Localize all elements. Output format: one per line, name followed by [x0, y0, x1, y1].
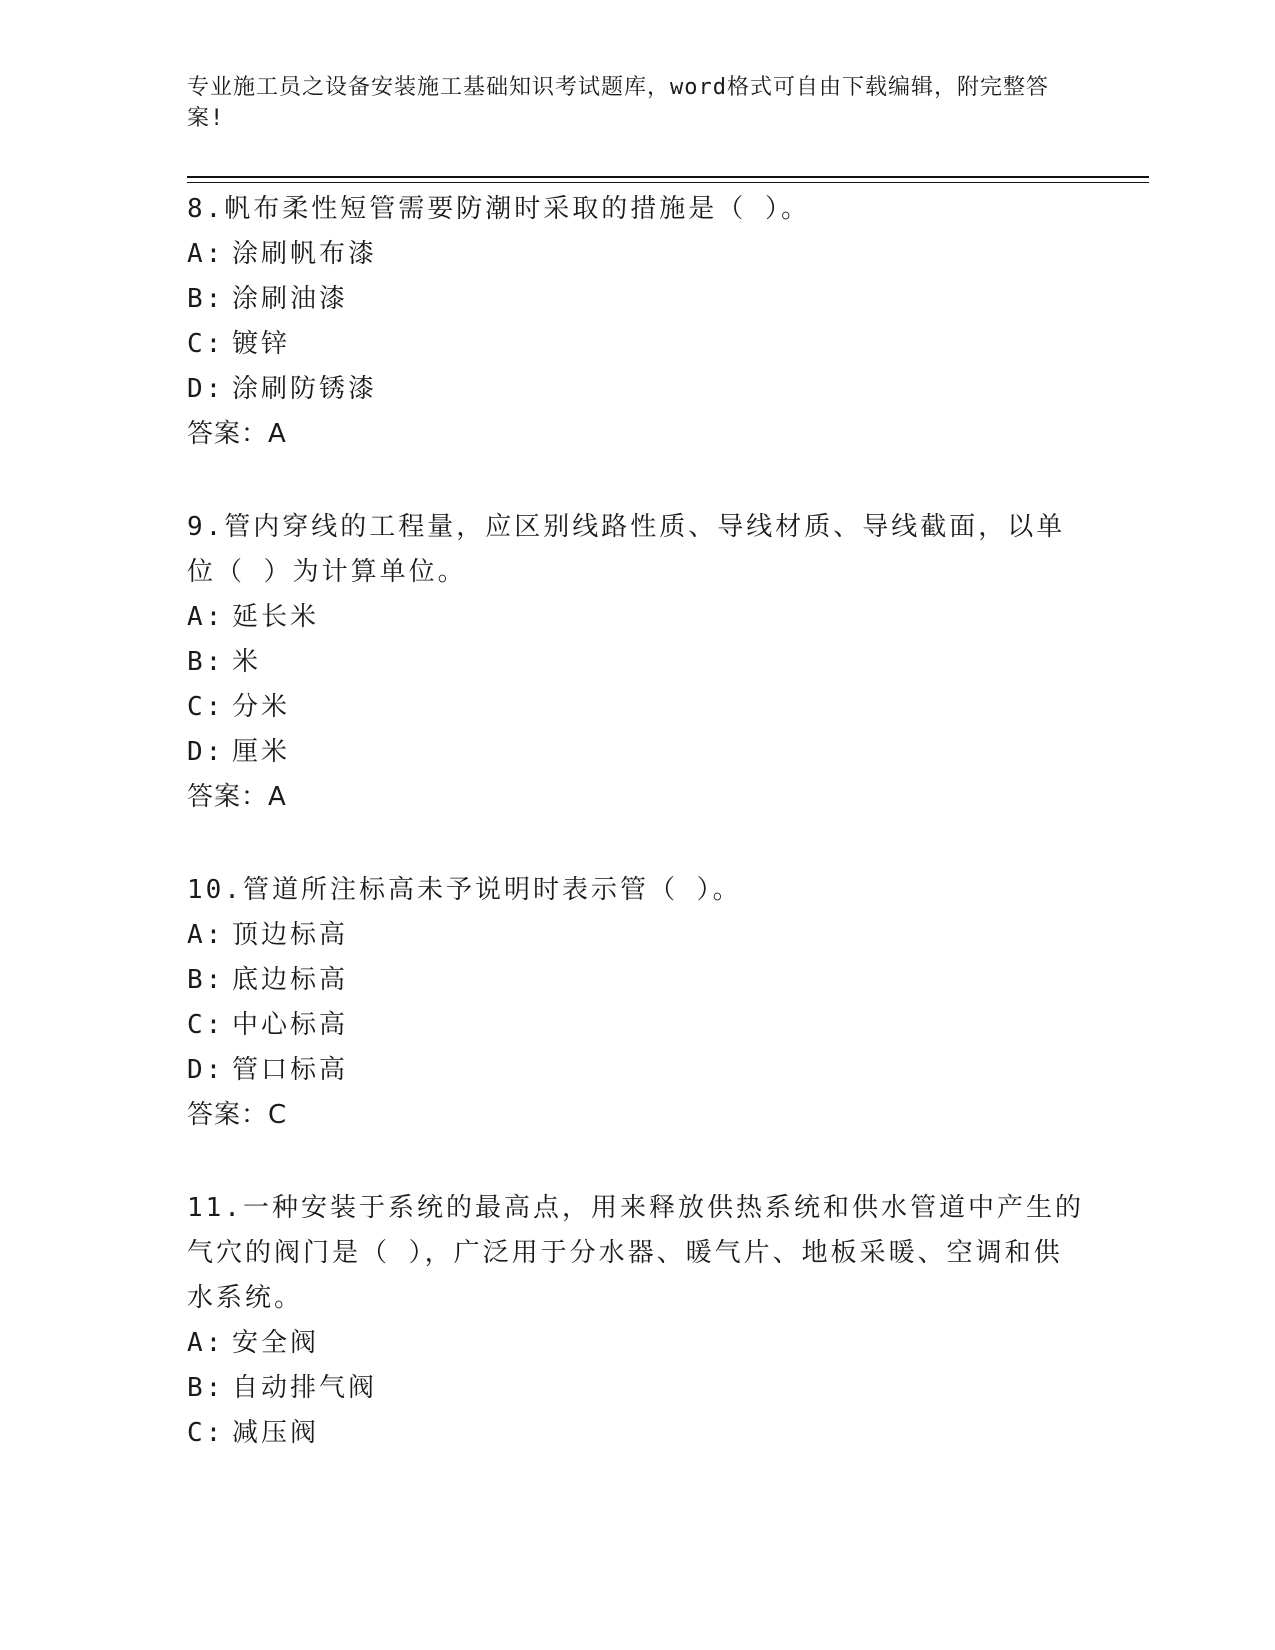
option-text: 安全阀	[232, 1328, 320, 1358]
question-11	[187, 1186, 1087, 1456]
option-b	[187, 277, 1087, 322]
question-10	[187, 868, 1087, 1138]
header-divider-thick	[187, 176, 1149, 178]
answer-label: 答案：	[187, 1100, 269, 1130]
option-text: 镀锌	[232, 329, 291, 359]
option-b	[187, 640, 1087, 685]
header-divider-thin	[187, 182, 1149, 183]
option-a	[187, 1321, 1087, 1366]
option-c	[187, 1411, 1087, 1456]
answer-label: 答案：	[187, 782, 269, 812]
option-text: 顶边标高	[232, 920, 349, 950]
option-d	[187, 1048, 1087, 1093]
option-a	[187, 232, 1087, 277]
option-letter: B:	[187, 1373, 225, 1403]
question-prompt: 10.管道所注标高未予说明时表示管（ ）。	[187, 875, 742, 905]
question-8	[187, 187, 1087, 457]
document-header: 专业施工员之设备安装施工基础知识考试题库，word格式可自由下载编辑，附完整答案!	[187, 75, 1049, 131]
option-letter: D:	[187, 1055, 225, 1085]
option-letter: C:	[187, 329, 225, 359]
option-letter: C:	[187, 1010, 225, 1040]
option-d	[187, 367, 1087, 412]
question-list	[187, 187, 1087, 1504]
option-letter: A:	[187, 239, 225, 269]
answer-value: A	[268, 782, 287, 812]
answer-line	[187, 412, 1087, 457]
option-letter: C:	[187, 1418, 225, 1448]
option-letter: C:	[187, 692, 225, 722]
option-text: 米	[232, 647, 262, 677]
question-9	[187, 505, 1087, 820]
option-text: 延长米	[232, 602, 320, 632]
option-b	[187, 958, 1087, 1003]
option-c	[187, 322, 1087, 367]
answer-label: 答案：	[187, 419, 269, 449]
option-letter: D:	[187, 737, 225, 767]
option-text: 厘米	[232, 737, 291, 767]
option-text: 分米	[232, 692, 291, 722]
option-letter: B:	[187, 965, 225, 995]
option-letter: A:	[187, 920, 225, 950]
option-letter: B:	[187, 647, 225, 677]
option-b	[187, 1366, 1087, 1411]
option-text: 中心标高	[232, 1010, 349, 1040]
option-text: 管口标高	[232, 1055, 349, 1085]
answer-value: C	[268, 1100, 288, 1130]
option-letter: D:	[187, 374, 225, 404]
option-a	[187, 913, 1087, 958]
option-text: 涂刷帆布漆	[232, 239, 378, 269]
answer-line	[187, 775, 1087, 820]
option-text: 自动排气阀	[232, 1373, 378, 1403]
question-prompt: 11.一种安装于系统的最高点，用来释放供热系统和供水管道中产生的气穴的阀门是（ ），广泛用于分水器、暖气片、地板采暖、空调和供水系统。	[187, 1193, 1084, 1313]
option-a	[187, 595, 1087, 640]
question-prompt: 8.帆布柔性短管需要防潮时采取的措施是（ ）。	[187, 194, 810, 224]
option-text: 涂刷防锈漆	[232, 374, 378, 404]
answer-value: A	[268, 419, 287, 449]
question-prompt: 9.管内穿线的工程量，应区别线路性质、导线材质、导线截面，以单位（ ）为计算单位。	[187, 512, 1066, 587]
option-text: 底边标高	[232, 965, 349, 995]
option-d	[187, 730, 1087, 775]
option-c	[187, 685, 1087, 730]
option-letter: A:	[187, 1328, 225, 1358]
option-c	[187, 1003, 1087, 1048]
option-letter: A:	[187, 602, 225, 632]
option-text: 涂刷油漆	[232, 284, 349, 314]
answer-line	[187, 1093, 1087, 1138]
option-text: 减压阀	[232, 1418, 320, 1448]
option-letter: B:	[187, 284, 225, 314]
